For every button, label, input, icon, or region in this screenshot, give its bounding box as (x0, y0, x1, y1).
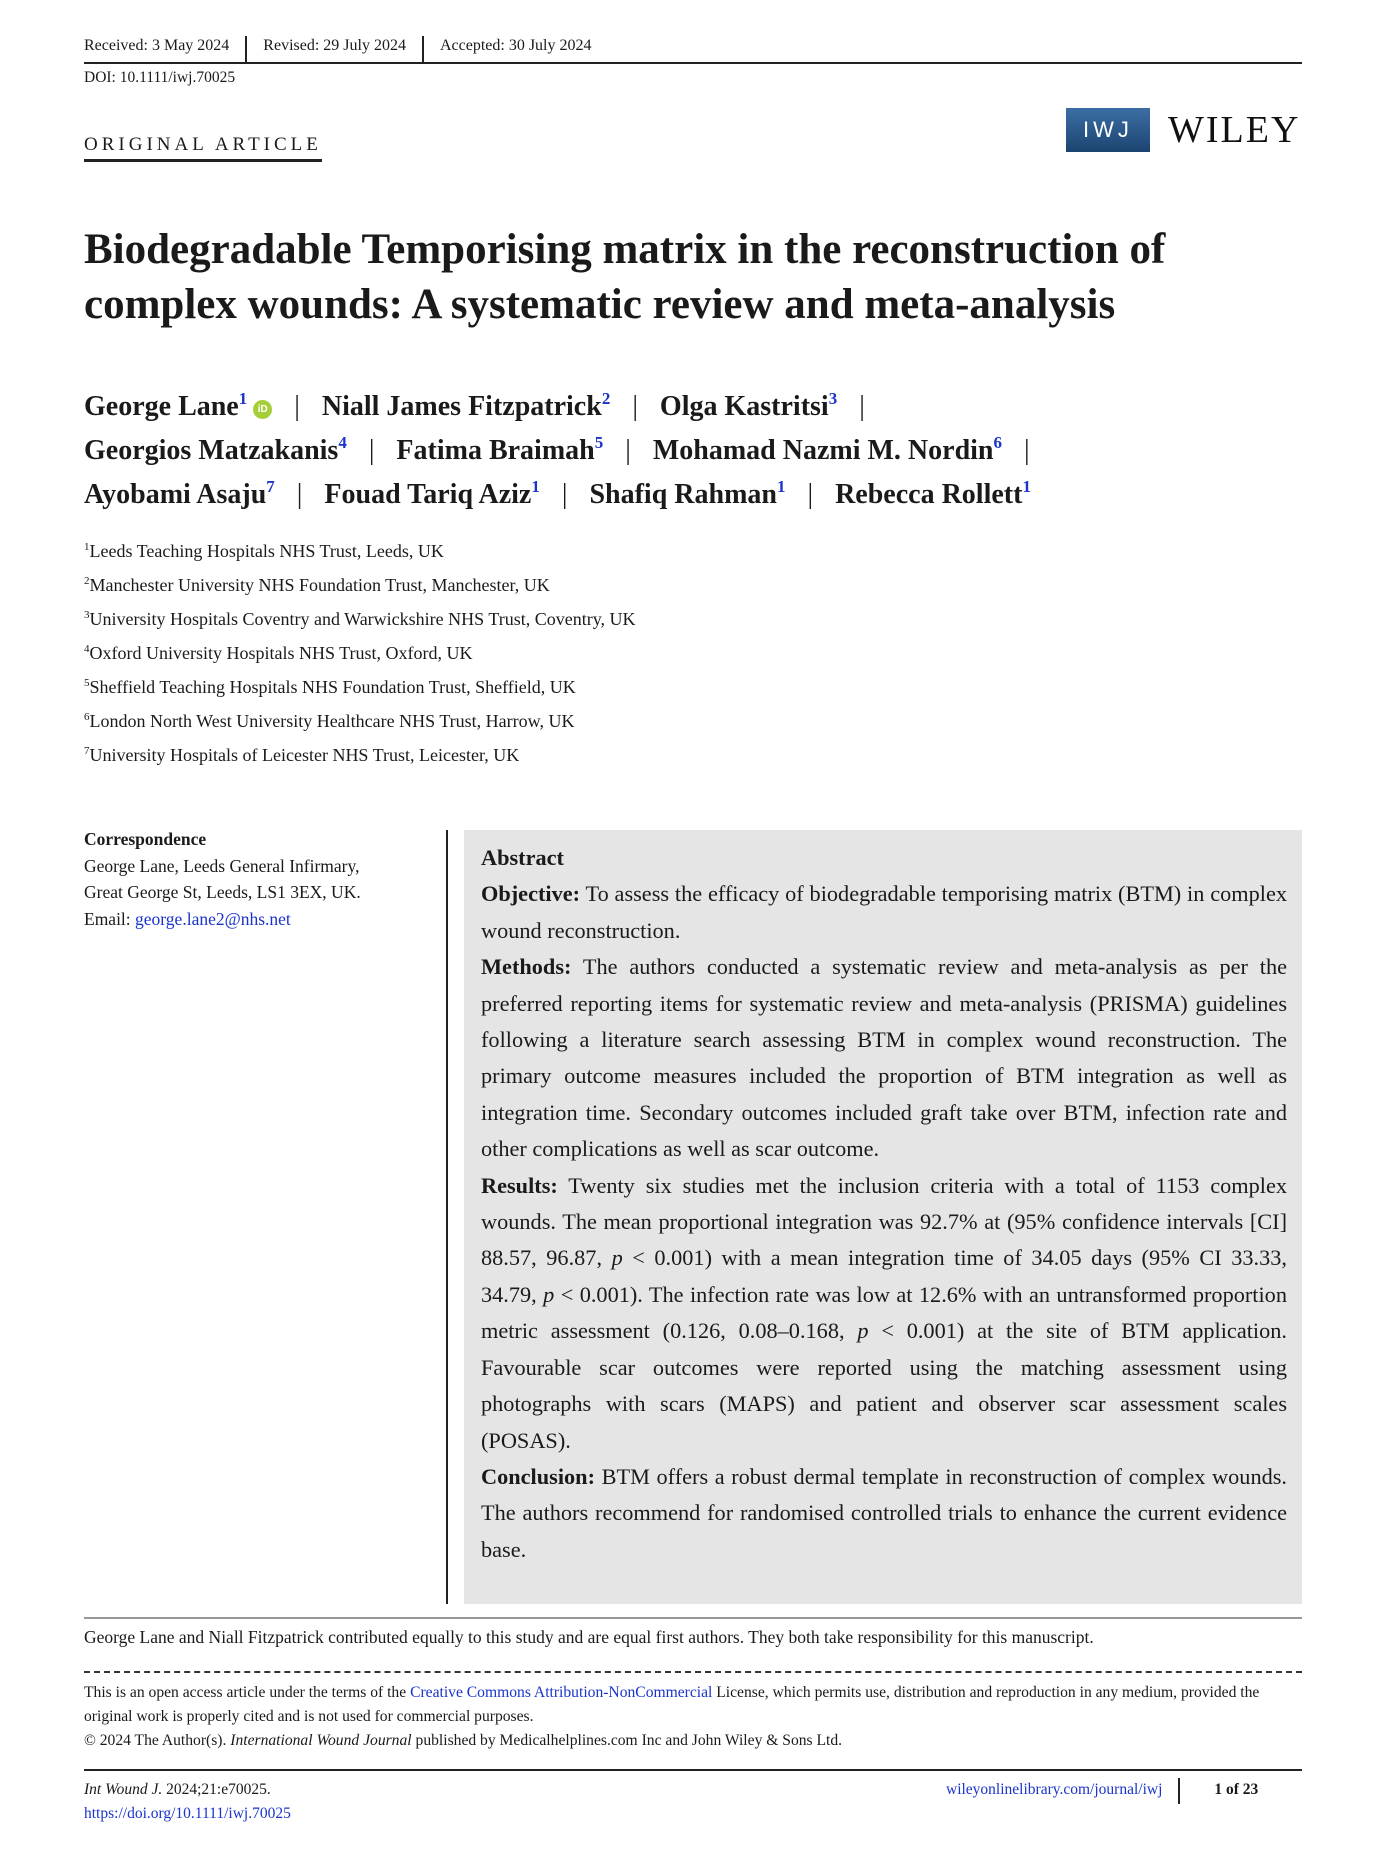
author: Georgios Matzakanis$^4$ (84, 433, 347, 466)
accepted-date: Accepted: 30 July 2024 (422, 36, 608, 62)
author: Fouad Tariq Aziz$^1$ (324, 477, 540, 510)
column-divider (446, 830, 448, 1604)
article-dates (84, 36, 1302, 64)
abstract-heading: Abstract (481, 845, 564, 870)
correspondence (84, 826, 424, 932)
divider (84, 1617, 1302, 1619)
correspondence-email: Email: george.lane2@nhs.net (84, 908, 291, 929)
author: Rebecca Rollett$^1$ (835, 477, 1031, 510)
revised-date: Revised: 29 July 2024 (245, 36, 422, 62)
correspondence-address: Great George St, Leeds, LS1 3EX, UK. (84, 882, 361, 902)
footer-citation: Int Wound J. 2024;21:e70025. https://doi.org/10.1111/iwj.70025 (84, 1781, 291, 1822)
author: Mohamad Nazmi M. Nordin$^6$ (652, 433, 1002, 466)
affiliation: $^4$Oxford University Hospitals NHS Trust, Oxford, UK (84, 643, 473, 663)
wiley-logo: WILEY (1168, 109, 1301, 151)
affiliation: $^3$University Hospitals Coventry and Warwickshire NHS Trust, Coventry, UK (84, 609, 636, 629)
dashed-divider (84, 1671, 1302, 1673)
affiliation-list (84, 538, 636, 776)
page-number: 1 of 23 (1178, 1778, 1258, 1804)
footer-divider (84, 1769, 1302, 1771)
affiliation: $^2$Manchester University NHS Foundation Trust, Manchester, UK (84, 575, 550, 595)
correspondence-heading: Correspondence (84, 829, 207, 849)
author: Olga Kastritsi$^3$ (659, 389, 838, 422)
author: Ayobami Asaju$^7$ (84, 477, 275, 510)
footer-right (946, 1778, 1258, 1804)
received-date: Received: 3 May 2024 (84, 37, 230, 54)
doi: DOI: 10.1111/iwj.70025 (84, 69, 236, 86)
abstract-objective: Objective: To assess the efficacy of biodegradable temporising matrix (BTM) in complex wound reconstruction. (481, 881, 1288, 943)
author: Niall James Fitzpatrick$^2$ (321, 389, 611, 422)
article-type: ORIGINAL ARTICLE (84, 134, 322, 162)
abstract-conclusion: Conclusion: BTM offers a robust dermal template in reconstruction of complex wounds. The authors recommend for randomised controlled trials to enhance the current evidence base. (481, 1463, 1287, 1562)
affiliation: $^6$London North West University Healthcare NHS Trust, Harrow, UK (84, 711, 575, 731)
license-link[interactable]: Creative Commons Attribution-NonCommercial (410, 1684, 713, 1701)
affiliation: $^5$Sheffield Teaching Hospitals NHS Foundation Trust, Sheffield, UK (84, 677, 576, 697)
author: Shafiq Rahman$^1$ (589, 477, 786, 510)
license-note: This is an open access article under the terms of the Creative Commons Attribution-NonCommercial License, which permits use, distribution and reproduction in any medium, provided the original work is properly cited and is not used for commercial purposes. © 2024 The Author(s). International Wound Journal published by Medicalhelplines.com Inc and John Wiley & Sons Ltd. (84, 1684, 1260, 1749)
affiliation: $^7$University Hospitals of Leicester NHS Trust, Leicester, UK (84, 745, 520, 765)
author: Fatima Braimah$^5$ (396, 433, 604, 466)
contribution-note: George Lane and Niall Fitzpatrick contributed equally to this study and are equal first authors. They both take responsibility for this manuscript. (84, 1627, 1094, 1647)
article-title: Biodegradable Temporising matrix in the reconstruction of complex wounds: A systematic review and meta-analysis (84, 226, 1166, 328)
orcid-icon[interactable]: iD (253, 400, 272, 419)
abstract-box (464, 830, 1302, 1604)
author: George Lane$^1$iD (84, 391, 272, 422)
author-list: George Lane$^1$iD | Niall James Fitzpatrick$^2$ | Olga Kastritsi$^3$ | Georgios Matzakanis$^4$ | Fatima Braimah$^5$ | Mohamad Nazmi M. Nordin$^6$ | Ayobami Asaju$^7$ | Fouad Tariq Aziz$^1$ | Shafiq Rahman$^1$ | Rebecca Rollett$^1$ (84, 389, 1031, 510)
correspondence-address: George Lane, Leeds General Infirmary, (84, 855, 360, 876)
journal-site-link[interactable]: wileyonlinelibrary.com/journal/iwj (946, 1781, 1163, 1798)
email-link[interactable]: george.lane2@nhs.net (135, 908, 291, 929)
iwj-logo: IWJ (1066, 108, 1150, 152)
affiliation: $^1$Leeds Teaching Hospitals NHS Trust, Leeds, UK (84, 541, 444, 561)
abstract-results: Results: Twenty six studies met the inclusion criteria with a total of 1153 complex wounds. The mean proportional integration was 92.7% at (95% confidence intervals [CI] 88.57, 96.87, p < 0.001) with a mean integration time of 34.05 days (95% CI 33.33, 34.79, p < 0.001). The infection rate was low at 12.6% with an untransformed proportion metric assessment (0.126, 0.08–0.168, p < 0.001) at the site of BTM application. Favourable scar outcomes were reported using the matching assessment using photographs with scars (MAPS) and patient and observer scar assessment scales (POSAS). (481, 1172, 1288, 1453)
abstract-methods: Methods: The authors conducted a systematic review and meta-analysis as per the preferred reporting items for systematic review and meta-analysis (PRISMA) guidelines following a literature search assessing BTM in complex wound reconstruction. The primary outcome measures included the proportion of BTM integration as well as integration time. Secondary outcomes included graft take over BTM, infection rate and other complications as well as scar outcome. (481, 954, 1288, 1162)
doi-link[interactable]: https://doi.org/10.1111/iwj.70025 (84, 1805, 291, 1822)
